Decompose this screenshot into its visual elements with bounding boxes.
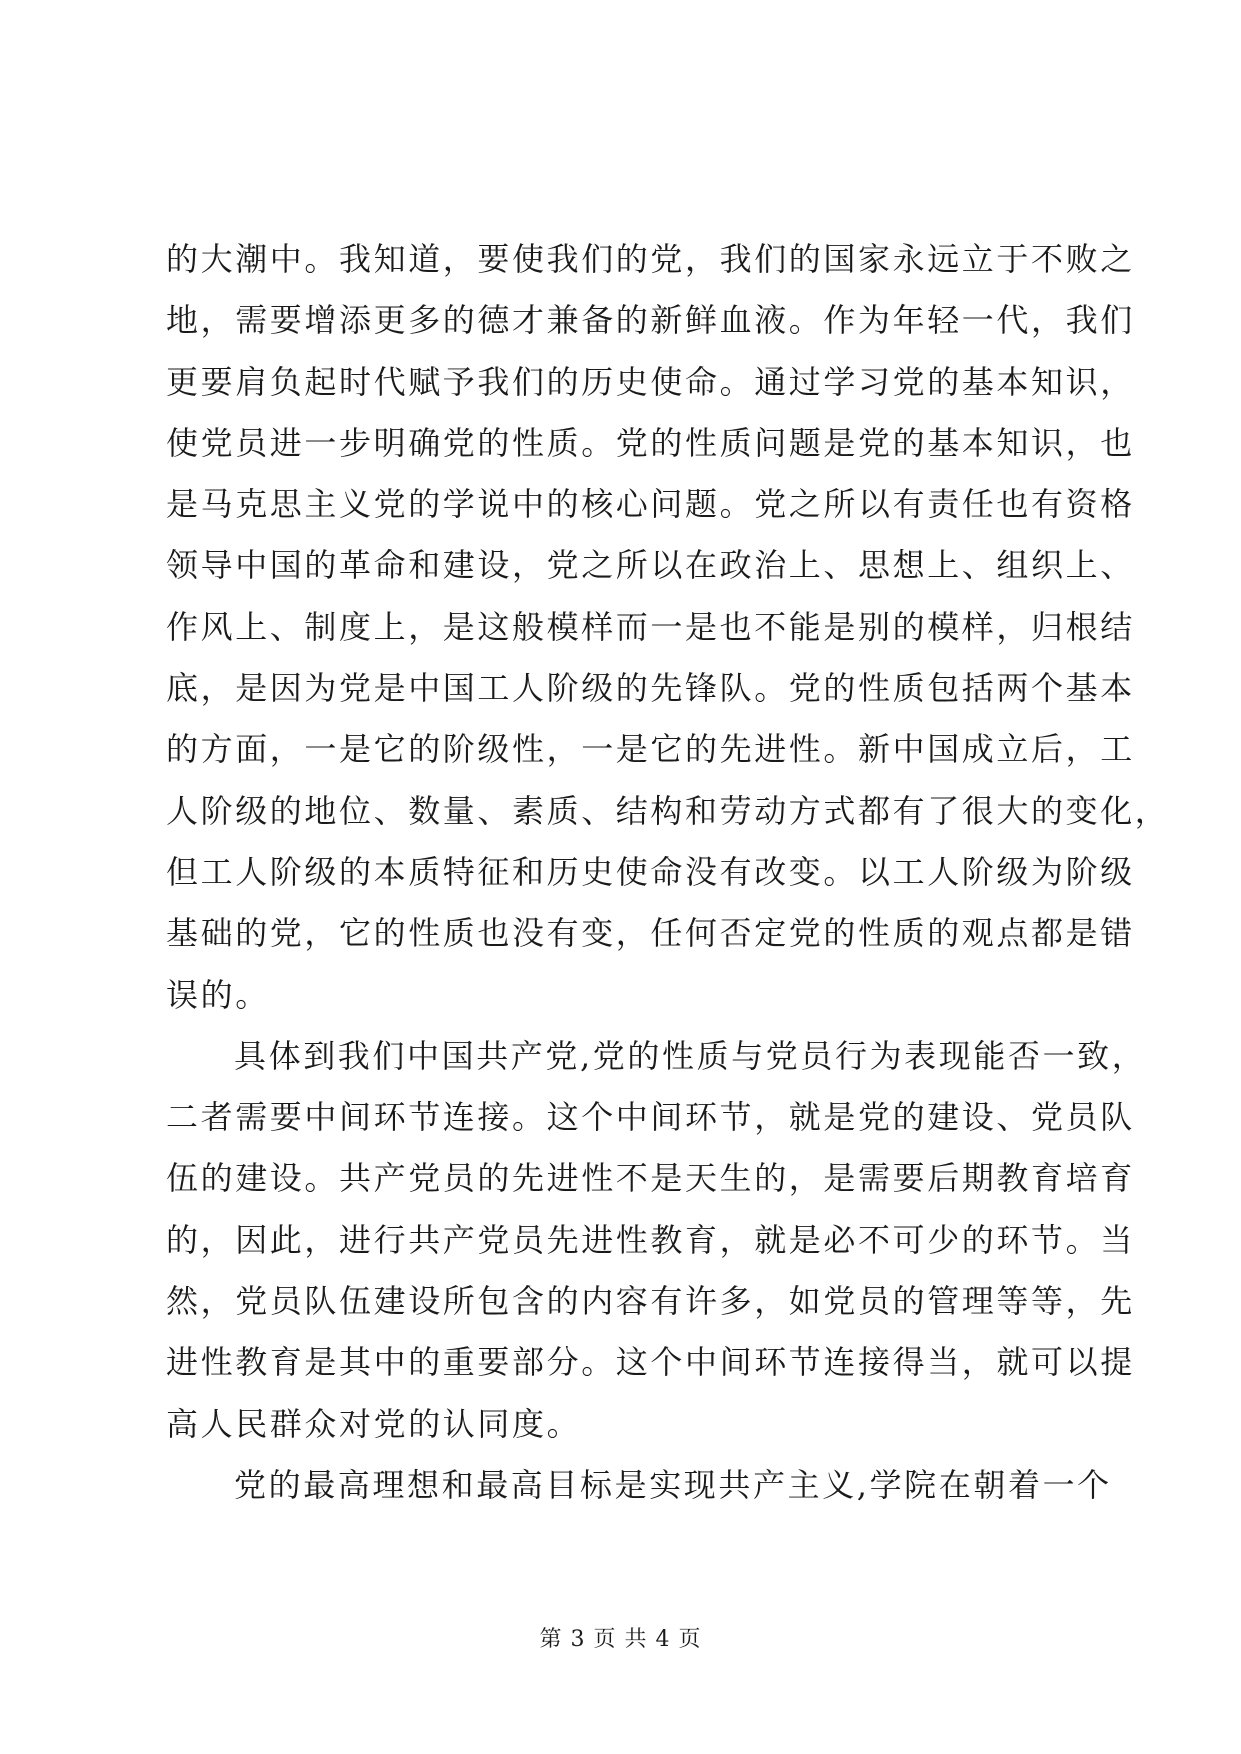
text-line: 但工人阶级的本质特征和历史使命没有改变。以工人阶级为阶级	[166, 852, 1135, 891]
text-line: 具体到我们中国共产党,党的性质与党员行为表现能否一致，	[234, 1036, 1147, 1075]
text-line: 然，党员队伍建设所包含的内容有许多，如党员的管理等等，先	[166, 1282, 1135, 1321]
text-line: 误的。	[166, 975, 270, 1014]
text-line: 党的最高理想和最高目标是实现共产主义,学院在朝着一个	[234, 1465, 1112, 1504]
text-line: 作风上、制度上，是这般模样而一是也不能是别的模样，归根结	[166, 607, 1135, 646]
page-number-footer: 第 3 页 共 4 页	[539, 1627, 702, 1652]
text-line: 更要肩负起时代赋予我们的历史使命。通过学习党的基本知识，	[166, 362, 1135, 401]
text-line: 是马克思主义党的学说中的核心问题。党之所以有责任也有资格	[166, 485, 1135, 524]
text-line: 伍的建设。共产党员的先进性不是天生的，是需要后期教育培育	[166, 1159, 1135, 1198]
text-line: 二者需要中间环节连接。这个中间环节，就是党的建设、党员队	[166, 1098, 1135, 1137]
text-line: 基础的党，它的性质也没有变，任何否定党的性质的观点都是错	[166, 914, 1135, 953]
text-line: 底，是因为党是中国工人阶级的先锋队。党的性质包括两个基本	[166, 669, 1135, 708]
text-line: 使党员进一步明确党的性质。党的性质问题是党的基本知识，也	[166, 423, 1135, 462]
text-line: 的，因此，进行共产党员先进性教育，就是必不可少的环节。当	[166, 1220, 1135, 1259]
text-line: 领导中国的革命和建设，党之所以在政治上、思想上、组织上、	[166, 546, 1135, 585]
text-line: 进性教育是其中的重要部分。这个中间环节连接得当，就可以提	[166, 1343, 1135, 1382]
text-line: 的大潮中。我知道，要使我们的党，我们的国家永远立于不败之	[166, 240, 1135, 278]
text-line: 的方面，一是它的阶级性，一是它的先进性。新中国成立后，工	[166, 730, 1135, 769]
text-line: 高人民群众对党的认同度。	[166, 1404, 582, 1443]
text-line: 人阶级的地位、数量、素质、结构和劳动方式都有了很大的变化，	[166, 791, 1170, 830]
body-text	[166, 229, 1170, 1516]
text-line: 地，需要增添更多的德才兼备的新鲜血液。作为年轻一代，我们	[166, 301, 1135, 340]
